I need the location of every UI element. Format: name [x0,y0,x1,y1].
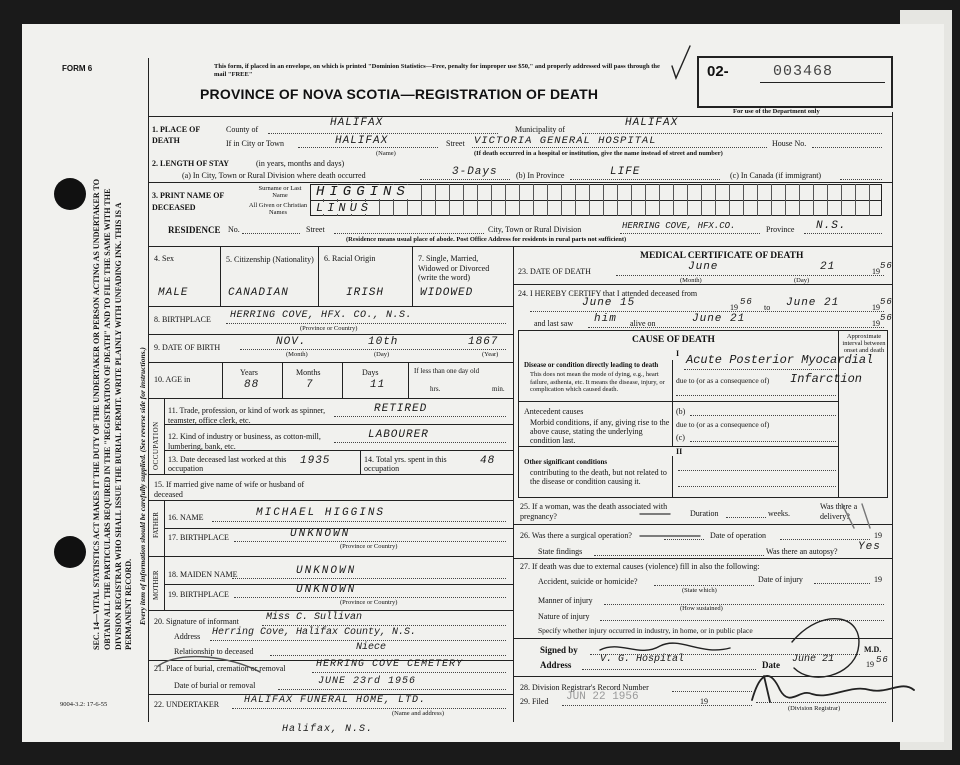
mother-birthplace-label: 19. BIRTHPLACE [168,590,229,599]
record-number-label: 28. Division Registrar's Record Number [520,683,649,692]
age-label: 10. AGE in [154,375,191,384]
birthplace-value: HERRING COVE, HFX. CO., N.S. [230,310,413,321]
med-year-value: 56 [876,655,889,665]
length-of-stay-label: 2. LENGTH OF STAY [152,159,230,168]
mode-note: This does not mean the mode of dying, e.g., heart failure, asthenia, etc. It means the disease, injury, or complication which caused death. [530,371,665,393]
total-years-value: 48 [480,455,496,467]
stay-canada-label: (c) In Canada (if immigrant) [730,171,822,180]
father-name-value: MICHAEL HIGGINS [256,507,386,519]
street-value: VICTORIA GENERAL HOSPITAL [474,135,657,147]
date-operation-label: Date of operation [710,531,766,540]
delivery-label: Was there a delivery? [820,502,858,521]
last-saw-value: him [594,313,617,325]
weeks-label: weeks. [768,509,790,518]
years-label: Years [240,368,258,377]
sex-label: 4. Sex [154,254,174,263]
racial-value: IRISH [346,287,385,299]
date-burial-label: Date of burial or removal [174,681,256,690]
res-street-label: Street [306,225,325,234]
industry-label: 12. Kind of industry or business, as cotton-mill, lumbering, bank, etc. [168,432,321,451]
woman-label: 25. If a woman, was the death associated with pregnancy? [520,502,668,521]
res-city-value: HERRING COVE, HFX.CO. [622,221,736,231]
div-registrar-caption: (Division Registrar) [788,705,841,712]
med-date-value: June 21 [792,654,835,665]
sidebar-instructions: SEC. 14—VITAL STATISTICS ACT MAKES IT THE DUTY OF THE UNDERTAKER OR PERSON ACTING AS UNDERTAKER TO OBTAIN ALL THE PARTICULARS REQUIRED IN THE "REGISTRATION OF DEATH" AND TO FILE THE SAME WITH THE DIVISION REGISTRAR WHO SHALL ISSUE THE BURIAL PERMIT. WRITE PLAINLY WITH UNFADING INK. THIS IS A PERMANENT RECORD. [92,178,134,650]
dob-month-value: NOV. [276,336,307,348]
alive-on-value: June 21 [692,313,746,325]
citizenship-label: 5. Citizenship (Nationality) [226,255,314,264]
due-to-label: due to (or as a consequence of) [676,376,770,385]
month-caption: (Month) [286,351,308,358]
months-label: Months [296,368,321,377]
year-prefix: 19 [872,267,880,276]
external-label: 27. If death was due to external causes (violence) fill in also the following: [520,562,760,571]
alive-on-label: alive on [630,319,656,328]
nature-label: Nature of injury [538,612,590,621]
envelope-notice: This form, if placed in an envelope, on which is printed "Dominion Statistics—Free, penalty for improper use $50," and properly addressed will pass through the mail "FREE" [214,63,660,78]
place-of-death-label: 1. PLACE OF DEATH [152,125,200,145]
med-date-label: Date [762,660,780,670]
prov-country-caption: (Province or Country) [300,325,358,332]
married-name-label: 15. If married give name of wife or husband of deceased [154,480,305,499]
mother-vertical-label: MOTHER [152,570,160,600]
father-vertical-label: FATHER [152,512,160,538]
residence-note: (Residence means usual place of abode. Post Office Address for residents in rural parts not sufficient) [346,236,627,243]
year-prefix: 19 [874,575,882,584]
due-to-label: due to (or as a consequence of) [676,420,770,429]
attended-to-value: June 21 [786,297,840,309]
last-saw-label: and last saw [534,319,574,328]
county-value: HALIFAX [330,117,384,129]
father-birthplace-label: 17. BIRTHPLACE [168,533,229,542]
relationship-label: Relationship to deceased [174,647,254,656]
trade-value: RETIRED [374,403,428,415]
to-year-value: 56 [880,297,893,307]
date-burial-value: JUNE 23rd 1956 [318,676,417,687]
less-than-day-label: If less than one day old [414,367,480,375]
maiden-name-label: 18. MAIDEN NAME [168,570,238,579]
part-2-label: II [676,447,683,456]
antecedent-label: Antecedent causes [524,407,584,416]
if-city-label: If in City or Town [226,139,284,148]
year-prefix: 19 [700,697,708,706]
undertaker-city-value: Halifax, N.S. [282,724,374,735]
municipality-value: HALIFAX [625,117,679,129]
county-label: County of [226,125,259,134]
res-province-label: Province [766,225,795,234]
md-label: M.D. [864,645,882,654]
alive-year-value: 56 [880,313,893,323]
other-conditions-label: Other significant conditions [524,458,608,466]
marital-label: 7. Single, Married, Widowed or Divorced (write the word) [418,254,490,282]
citizenship-value: CANADIAN [228,287,289,299]
specify-label: Specify whether injury occurred in industry, in home, or in public place [538,626,753,635]
reg-number: 003468 [773,63,834,80]
attended-from-value: June 15 [582,297,636,309]
registrar-signature [752,676,914,700]
prov-country-caption: (Province or Country) [340,599,398,606]
day-caption: (Day) [794,277,810,284]
stay-city-label: (a) In City, Town or Rural Division where death occurred [182,171,366,180]
certify-label: 24. I HEREBY CERTIFY that I attended deceased from [518,289,698,298]
year-prefix: 19 [872,319,880,328]
city-value: HALIFAX [335,135,389,147]
year-prefix: 19 [730,303,738,312]
last-worked-value: 1935 [300,455,331,467]
stay-city-value: 3-Days [452,166,498,178]
footer-code: 9004-3.2: 17-6-55 [60,701,108,708]
state-which-caption: (State which) [682,587,717,594]
death-year-value: 56 [880,261,893,271]
form-title: PROVINCE OF NOVA SCOTIA—REGISTRATION OF DEATH [200,86,599,102]
occupation-vertical-label: OCCUPATION [152,421,160,470]
state-findings-label: State findings [538,547,583,556]
age-years-value: 88 [244,379,260,391]
last-worked-label: 13. Date deceased last worked at this occupation [168,455,287,473]
autopsy-label: Was there an autopsy? [766,547,838,556]
year-prefix: 19 [866,660,874,669]
stay-province-value: LIFE [610,166,641,178]
morbid-label: Morbid conditions, if any, giving rise to the above cause, stating the underlying condition last. [530,418,670,445]
informant-address-value: Herring Cove, Halifax County, N.S. [212,627,417,638]
marital-value: WIDOWED [420,287,474,299]
to-label: to [764,303,771,312]
racial-label: 6. Racial Origin [324,254,376,263]
print-name-label: 3. PRINT NAME OF DECEASED [152,191,224,212]
month-caption: (Month) [680,277,702,284]
street-label: Street [446,139,465,148]
relationship-value: Niece [356,642,387,653]
informant-label: 20. Signature of informant [154,617,239,626]
form-number: FORM 6 [62,64,93,73]
med-cert-title: MEDICAL CERTIFICATE OF DEATH [640,251,804,261]
days-label: Days [362,368,379,377]
med-address-value: V. G. Hospital [600,654,685,665]
disease-direct-label: Disease or condition directly leading to death [524,361,659,369]
undertaker-label: 22. UNDERTAKER [154,700,220,709]
trade-label: 11. Trade, profession, or kind of work as spinner, teamster, office clerk, etc. [168,406,326,425]
father-name-label: 16. NAME [168,513,204,522]
filed-label: 29. Filed [520,697,549,706]
death-day-value: 21 [820,261,836,273]
father-birthplace-value: UNKNOWN [290,528,351,540]
undertaker-value: HALIFAX FUNERAL HOME, LTD. [244,695,427,706]
date-injury-label: Date of injury [758,575,803,584]
from-year-value: 56 [740,297,753,307]
approx-interval-label: Approximate interval between onset and death [842,333,886,354]
margin-mark [842,504,870,528]
surgical-label: 26. Was there a surgical operation? [520,531,632,540]
autopsy-value: Yes [858,541,881,553]
other-sub-label: contributing to the death, but not related to the disease or condition causing it. [530,468,667,486]
res-province-value: N.S. [816,220,847,232]
accident-label: Accident, suicide or homicide? [538,577,638,586]
check-mark [672,46,690,78]
municipality-label: Municipality of [515,125,565,134]
how-sustained-caption: (How sustained) [680,605,723,612]
name-address-caption: (Name and address) [392,710,444,717]
year-prefix: 19 [872,303,880,312]
industry-value: LABOURER [368,429,429,441]
age-days-value: 11 [370,379,386,391]
med-address-label: Address [540,660,572,670]
sex-value: MALE [158,287,189,299]
dept-use-label: For use of the Department only [733,108,820,115]
residence-label: RESIDENCE [168,225,221,235]
manner-label: Manner of injury [538,596,593,605]
age-months-value: 7 [306,379,314,391]
cause-a2-value: Infarction [790,372,863,386]
dob-day-value: 10th [368,336,399,348]
signed-label: Signed by [540,645,578,655]
total-years-label: 14. Total yrs. spent in this occupation [364,455,447,473]
place-burial-label: 21. Place of burial, cremation or removal [154,664,286,673]
place-burial-value: HERRING COVE CEMETERY [316,659,464,670]
duration-label: Duration [690,509,719,518]
physician-signature-loop [792,619,859,677]
reg-prefix: 02- [707,63,729,80]
death-month-value: June [688,261,719,273]
min-label: min. [492,385,505,393]
informant-value: Miss C. Sullivan [266,612,363,623]
street-note: (If death occurred in a hospital or institution, give the name instead of street and number) [474,150,723,157]
physician-signature [600,643,730,650]
registrar-signature [764,676,770,702]
dob-label: 9. DATE OF BIRTH [154,343,221,352]
stay-province-label: (b) In Province [516,171,565,180]
hrs-label: hrs. [430,385,441,393]
date-of-death-label: 23. DATE OF DEATH [518,267,591,276]
cause-of-death-title: CAUSE OF DEATH [632,335,715,345]
cause-a-value: Acute Posterior Myocardial [686,353,874,367]
prov-country-caption: (Province or Country) [340,543,398,550]
res-no-label: No. [228,225,240,234]
year-caption: (Year) [482,351,499,358]
surname-label: Surname or Last Name [258,185,302,199]
length-sub-label: (in years, months and days) [256,159,345,168]
house-no-label: House No. [772,139,807,148]
dob-year-value: 1867 [468,336,499,348]
res-city-label: City, Town or Rural Division [488,225,582,234]
name-caption: (Name) [376,150,396,157]
birthplace-label: 8. BIRTHPLACE [154,315,211,324]
day-caption: (Day) [374,351,390,358]
filed-stamp: JUN 22 1956 [566,691,639,703]
given-value: LINUS [316,201,373,215]
sidebar-note: Every item of information should be carefully supplied. (See reverse side for instructions.) [138,347,147,625]
given-label: All Given or Christian Names [248,202,308,216]
maiden-name-value: UNKNOWN [296,565,357,577]
mother-birthplace-value: UNKNOWN [296,584,357,596]
surname-value: HIGGINS [316,184,410,200]
informant-address-label: Address [174,632,201,641]
year-prefix: 19 [874,531,882,540]
margin-scribble [158,657,260,672]
part-1-label: I [676,349,680,358]
